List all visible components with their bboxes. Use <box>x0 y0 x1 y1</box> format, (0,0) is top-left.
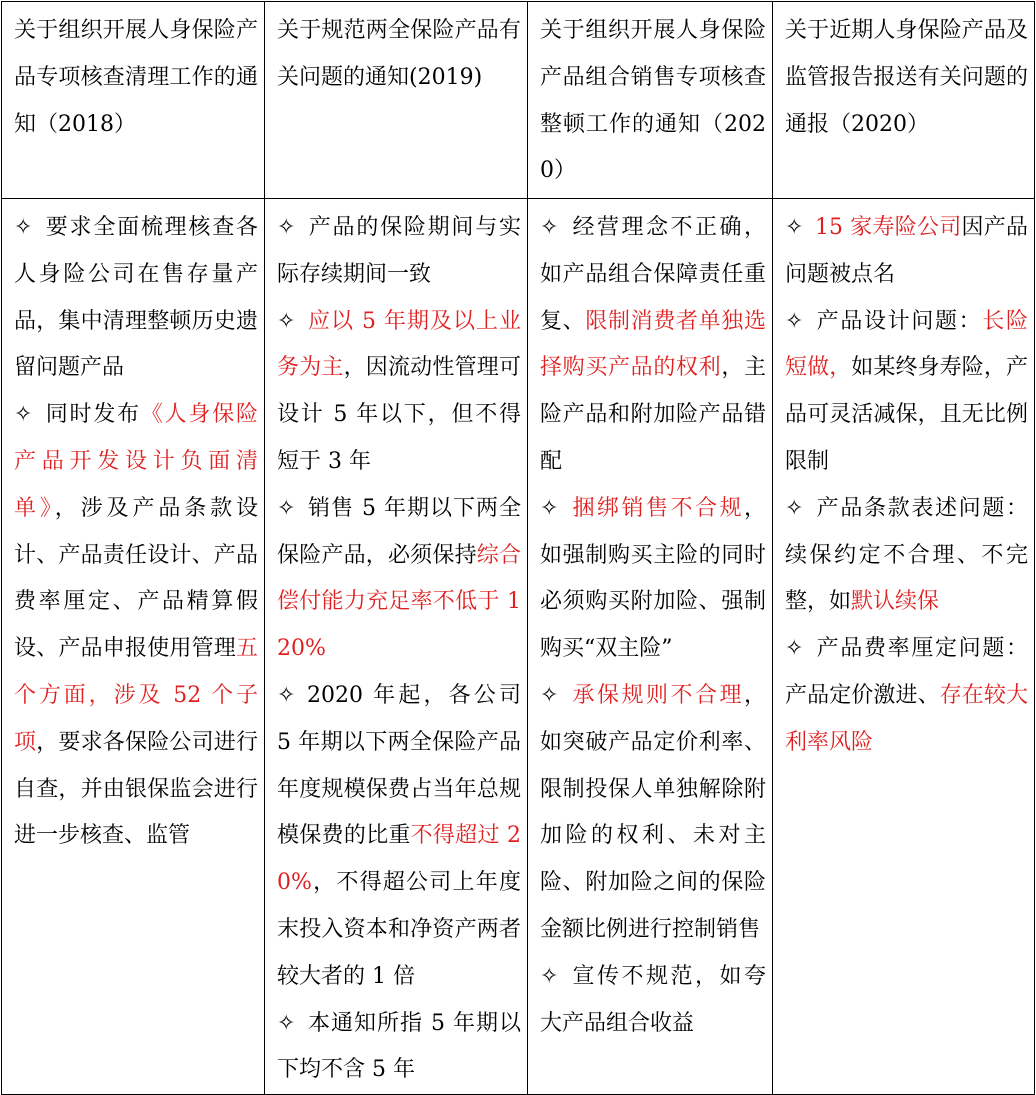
body-text: ，如强制购买主险的同时必须购买附加险、强制购买“双主险” <box>540 495 766 662</box>
sparkle-bullet-icon: ✧ <box>785 636 804 662</box>
sparkle-bullet-icon: ✧ <box>540 495 559 521</box>
body-text: 要求全面梳理核查各人身险公司在售存量产品，集中清理整顿历史遗留问题产品 <box>14 215 258 381</box>
content-cell-2020-report <box>773 199 1035 1095</box>
sparkle-bullet-icon: ✧ <box>785 308 804 334</box>
body-text: 本通知所指 5 年期以下均不含 5 年 <box>277 1010 521 1083</box>
highlighted-text: 承保规则不合理 <box>570 682 744 708</box>
sparkle-bullet-icon: ✧ <box>277 495 296 521</box>
bullet-item <box>785 486 1028 626</box>
highlighted-text: 捆绑销售不合规 <box>570 495 744 521</box>
body-text: 产品条款表述问题：续保约定不合理、不完整，如 <box>785 495 1028 615</box>
bullet-item <box>785 205 1028 299</box>
header-cell-2020-combo: 关于组织开展人身保险产品组合销售专项核查整顿工作的通知（2020） <box>528 2 773 199</box>
body-text: ，主险产品和附加险产品错配 <box>540 355 766 474</box>
sparkle-bullet-icon: ✧ <box>277 682 296 708</box>
bullet-item <box>277 486 521 673</box>
bullet-item <box>277 673 521 1001</box>
body-text: 因产品问题被点名 <box>785 215 1028 287</box>
body-text: ，要求各保险公司进行自查，并由银保监会进行进一步核查、监管 <box>14 729 258 849</box>
sparkle-bullet-icon: ✧ <box>277 308 296 334</box>
bullet-item <box>785 299 1028 486</box>
body-text: ，因流动性管理可设计 5 年以下，但不得短于 3 年 <box>277 355 521 474</box>
header-row <box>2 2 1035 199</box>
bullet-item <box>540 954 766 1048</box>
highlighted-text: 15 家寿险公司 <box>815 215 962 240</box>
highlighted-text: 默认续保 <box>851 589 940 615</box>
content-cell-2018 <box>2 199 265 1095</box>
sparkle-bullet-icon: ✧ <box>277 1010 296 1036</box>
body-text: ，如突破产品定价利率、限制投保人单独解除附加险的权利、未对主险、附加险之间的保险金额比例进行控制销售 <box>540 682 766 942</box>
bullet-item <box>540 205 766 486</box>
bullet-item <box>14 392 258 860</box>
bullet-item <box>277 299 521 486</box>
sparkle-bullet-icon: ✧ <box>785 215 804 240</box>
content-row <box>2 199 1035 1095</box>
bullet-item <box>540 673 766 954</box>
body-text: 如某终身寿险，产品可灵活减保，且无比例限制 <box>785 355 1028 474</box>
body-text: ，不得超公司上年度末投入资本和净资产两者较大者的 1 倍 <box>277 870 521 989</box>
highlighted-text: 五个方面，涉及 52 个子项 <box>14 636 258 755</box>
sparkle-bullet-icon: ✧ <box>277 215 296 240</box>
header-cell-2018: 关于组织开展人身保险产品专项核查清理工作的通知（2018） <box>2 2 265 199</box>
content-cell-2020-combo <box>528 199 773 1095</box>
bullet-item <box>277 1001 521 1095</box>
header-cell-2019: 关于规范两全保险产品有关问题的通知(2019) <box>265 2 528 199</box>
content-cell-2019 <box>265 199 528 1095</box>
body-text: 经营理念不正确，如产品组合保障责任重复、 <box>540 215 766 334</box>
sparkle-bullet-icon: ✧ <box>540 963 559 989</box>
sparkle-bullet-icon: ✧ <box>540 682 559 708</box>
bullet-item <box>785 626 1028 766</box>
body-text: 宣传不规范，如夸大产品组合收益 <box>540 963 766 1036</box>
sparkle-bullet-icon: ✧ <box>540 215 559 240</box>
policy-comparison-table <box>1 1 1035 1095</box>
body-text: 同时发布 <box>44 402 141 428</box>
sparkle-bullet-icon: ✧ <box>14 402 33 428</box>
bullet-item <box>14 205 258 392</box>
body-text: 产品设计问题： <box>815 308 983 334</box>
highlighted-text: 综合偿付能力充足率不低于 120% <box>277 542 521 662</box>
sparkle-bullet-icon: ✧ <box>14 215 33 240</box>
highlighted-text: 存在较大利率风险 <box>785 682 1028 755</box>
highlighted-text: 限制消费者单独选择购买产品的权利 <box>540 308 766 381</box>
highlighted-text: 《人身保险产品开发设计负面清单》 <box>14 402 258 521</box>
bullet-item <box>540 486 766 673</box>
bullet-item <box>277 205 521 299</box>
body-text: ，涉及产品条款设计、产品责任设计、产品费率厘定、产品精算假设、产品申报使用管理 <box>14 495 258 662</box>
sparkle-bullet-icon: ✧ <box>785 495 804 521</box>
body-text: 销售 5 年期以下两全保险产品，必须保持 <box>277 495 521 568</box>
body-text: 产品的保险期间与实际存续期间一致 <box>277 215 521 287</box>
highlighted-text: 应以 5 年期及以上业务为主 <box>277 308 521 381</box>
highlighted-text: 长险短做， <box>785 308 1028 381</box>
highlighted-text: 不得超过 20% <box>277 823 521 896</box>
body-text: 产品费率厘定问题：产品定价激进、 <box>785 636 1028 708</box>
header-cell-2020-report: 关于近期人身保险产品及监管报告报送有关问题的通报（2020） <box>773 2 1035 199</box>
body-text: 2020 年起，各公司 5 年期以下两全保险产品年度规模保费占当年总规模保费的比重 <box>277 682 521 849</box>
